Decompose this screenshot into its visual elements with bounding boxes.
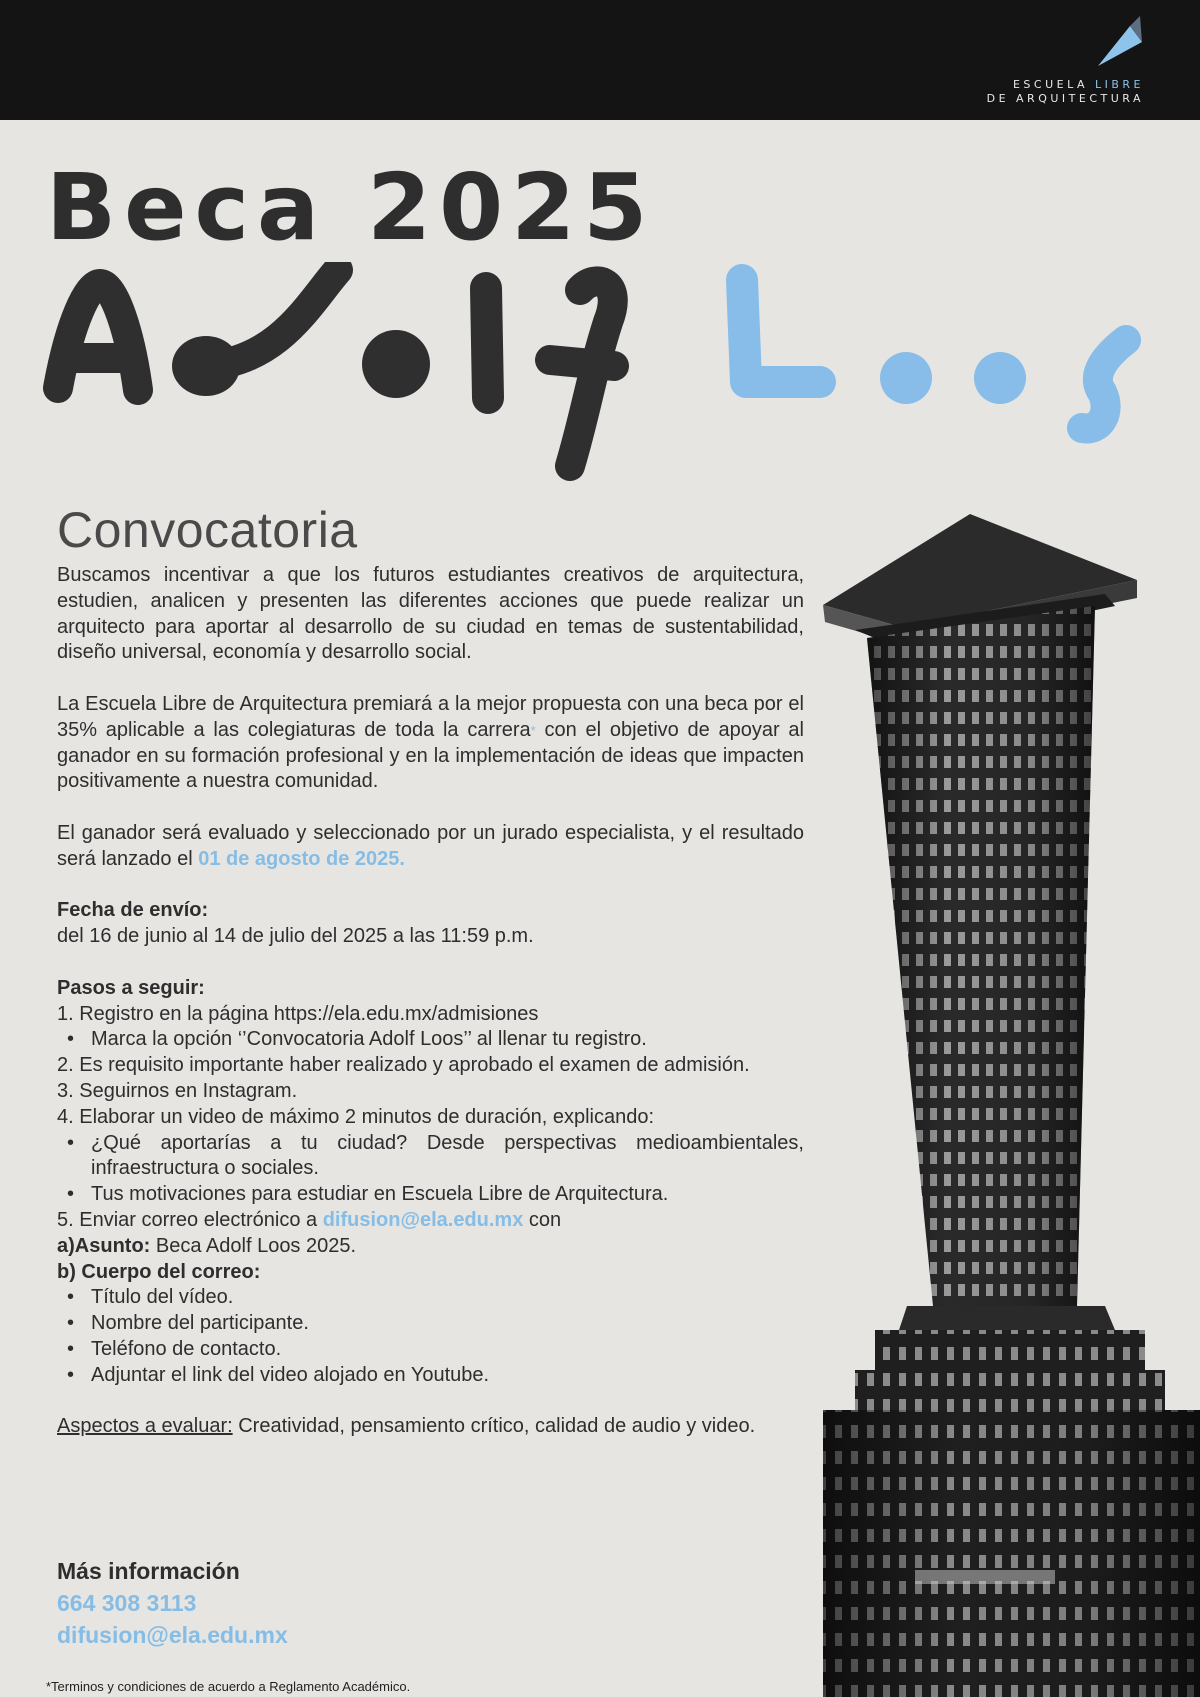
script-letter-o <box>362 330 430 398</box>
step-1: 1. Registro en la página https://ela.edu.mx/admisiones <box>57 1002 539 1025</box>
script-letter-capital-l <box>742 280 820 382</box>
script-letter-s <box>1082 340 1126 429</box>
contact-block <box>57 1555 288 1651</box>
cuerpo-bullet: • Título del vídeo. <box>57 1285 804 1311</box>
prize-text-before: La Escuela Libre de Arquitectura premiará a la mejor propuesta con una beca por el 35% aplicable a las colegiaturas de toda la carrera <box>57 692 804 741</box>
contact-title: Más información <box>57 1558 240 1584</box>
triangle-logo-icon <box>1096 16 1144 68</box>
step-2: 2. Es requisito importante haber realizado y aprobado el examen de admisión. <box>57 1054 750 1077</box>
asunto-line <box>57 1234 804 1260</box>
script-letter-l <box>486 288 488 398</box>
top-bar <box>0 0 1200 120</box>
asunto-value: Beca Adolf Loos 2025. <box>150 1234 357 1257</box>
script-letter-f <box>550 281 614 466</box>
contact-email-link[interactable]: difusion@ela.edu.mx <box>57 1622 288 1648</box>
asunto-label: a)Asunto: <box>57 1234 151 1257</box>
fecha-label: Fecha de envío: <box>57 899 209 922</box>
result-paragraph <box>57 821 804 873</box>
script-letter-a <box>58 284 138 390</box>
cuerpo-bullet: • Teléfono de contacto. <box>57 1337 804 1363</box>
step-5-text: 5. Enviar correo electrónico a <box>57 1208 323 1231</box>
logo-line2: DE ARQUITECTURA <box>986 92 1144 105</box>
prize-asterisk: * <box>530 722 536 738</box>
page-title: Beca 2025 <box>46 154 656 261</box>
adolf-loos-script-title <box>40 262 1180 498</box>
step-4-bullet: • Tus motivaciones para estudiar en Escuela Libre de Arquitectura. <box>57 1182 804 1208</box>
pasos-label: Pasos a seguir: <box>57 976 205 999</box>
school-logo[interactable] <box>974 16 1144 108</box>
aspectos-paragraph <box>57 1414 804 1440</box>
result-date: 01 de agosto de 2025. <box>198 847 405 870</box>
aspectos-label: Aspectos a evaluar: <box>57 1415 233 1438</box>
step-5-text-after: con <box>523 1208 562 1231</box>
prize-paragraph <box>57 692 804 795</box>
script-letter-d <box>172 270 338 396</box>
cuerpo-list <box>57 1285 804 1388</box>
column-tower-illustration <box>815 510 1200 1697</box>
logo-line1-b: LIBRE <box>1094 78 1144 91</box>
logo-text <box>987 78 1144 106</box>
section-heading: Convocatoria <box>57 502 358 558</box>
convocatoria-section <box>57 502 804 1440</box>
cuerpo-bullet: • Nombre del participante. <box>57 1311 804 1337</box>
step-5-email-link[interactable]: difusion@ela.edu.mx <box>322 1208 524 1231</box>
fecha-value: del 16 de junio al 14 de julio del 2025 a las 11:59 p.m. <box>57 925 534 948</box>
step-5 <box>57 1208 804 1234</box>
step-3: 3. Seguirnos en Instagram. <box>57 1079 298 1102</box>
cuerpo-label: b) Cuerpo del correo: <box>57 1260 261 1283</box>
step-4-bullet: • ¿Qué aportarías a tu ciudad? Desde perspectivas medioambientales, infraestructura o sociales. <box>57 1131 804 1183</box>
contact-phone-link[interactable]: 664 308 3113 <box>57 1590 197 1616</box>
logo-line1-a: ESCUELA <box>1012 78 1088 91</box>
step-4-list <box>57 1131 804 1208</box>
step-4: 4. Elaborar un video de máximo 2 minutos de duración, explicando: <box>57 1105 655 1128</box>
terms-footnote: *Terminos y condiciones de acuerdo a Reglamento Académico. <box>46 1679 411 1694</box>
cuerpo-bullet: • Adjuntar el link del video alojado en Youtube. <box>57 1363 804 1389</box>
intro-paragraph: Buscamos incentivar a que los futuros estudiantes creativos de arquitectura, estudien, analicen y presenten las diferentes acciones que puede realizar un arquitecto para aportar al desarrollo de su ciudad en temas de sustentabilidad, diseño universal, economía y desarrollo social. <box>57 564 804 664</box>
result-text: El ganador será evaluado y seleccionado por un jurado especialista, y el resultado será lanzado el <box>57 821 804 870</box>
script-letter-o-3 <box>974 352 1026 404</box>
aspectos-value: Creatividad, pensamiento crítico, calidad de audio y video. <box>232 1415 756 1438</box>
prize-text-after: con el objetivo de apoyar al ganador en su formación profesional y en la implementación de ideas que impacten positivamente a nuestra comunidad. <box>57 718 804 793</box>
script-letter-o-2 <box>880 352 932 404</box>
step-1-bullet: • Marca la opción ‘’Convocatoria Adolf Loos’’ al llenar tu registro. <box>57 1027 804 1053</box>
step-1-list <box>57 1027 804 1053</box>
